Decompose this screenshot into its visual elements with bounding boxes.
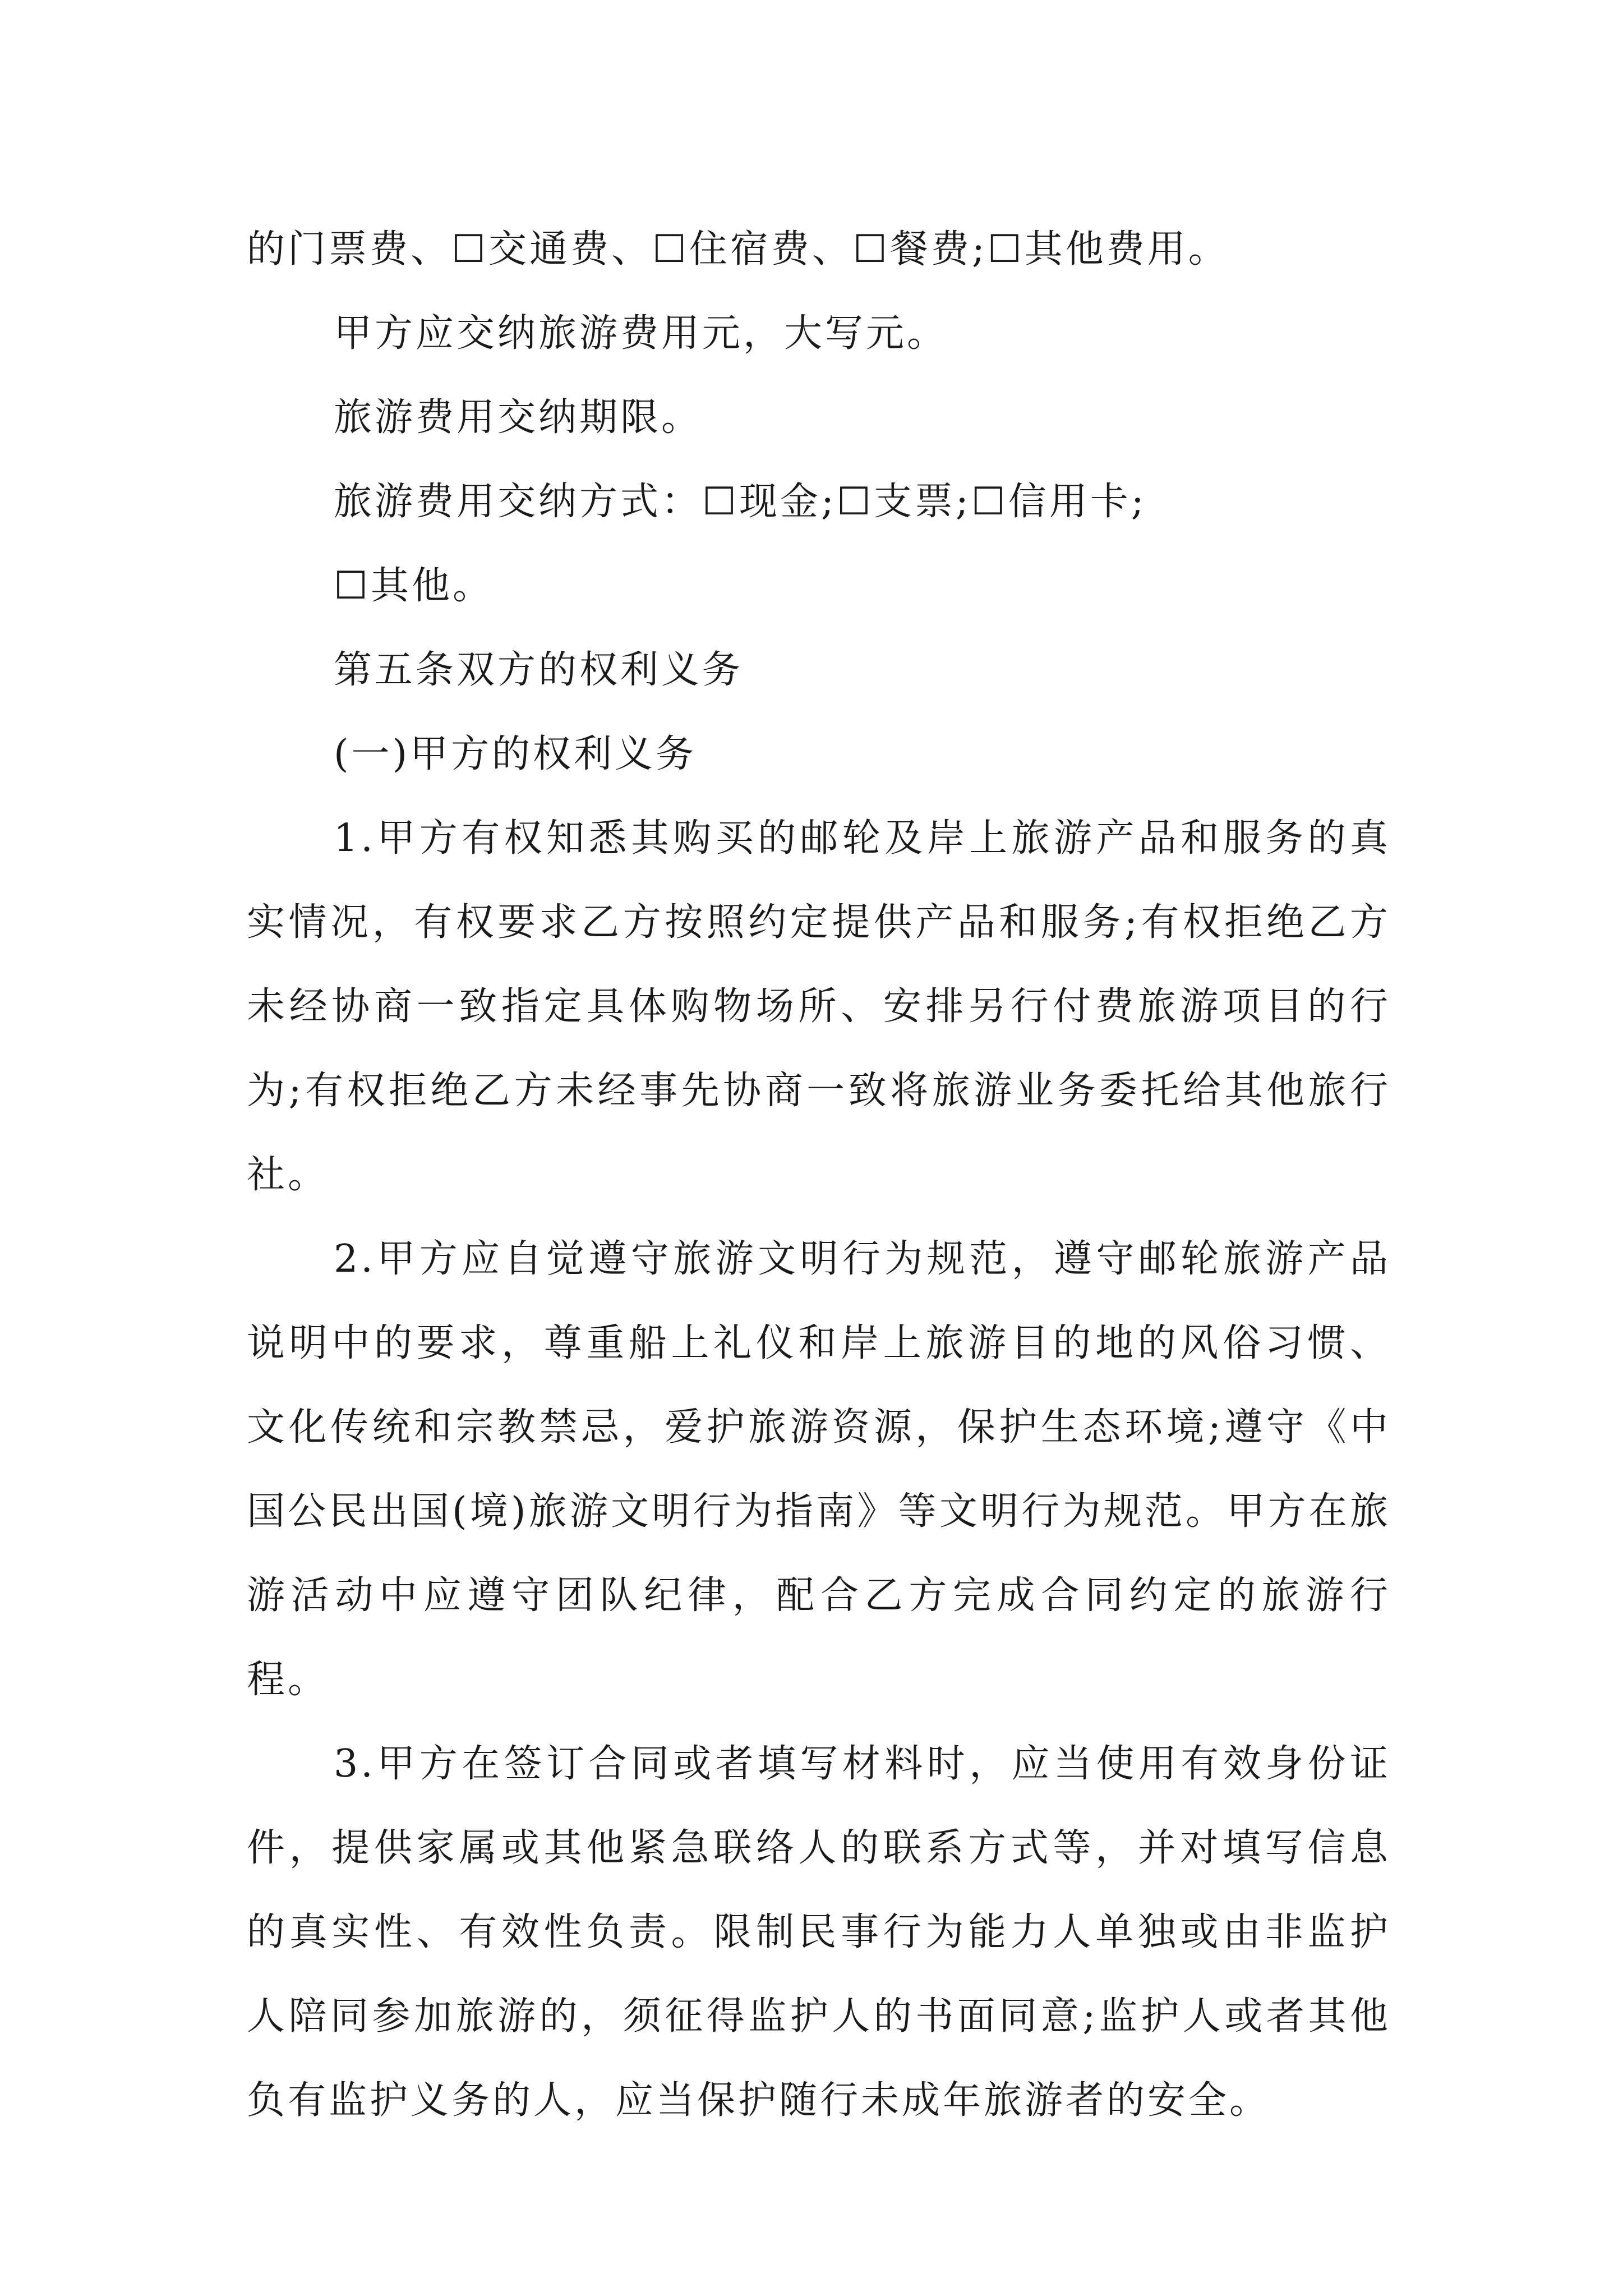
clause-1: 1.甲方有权知悉其购买的邮轮及岸上旅游产品和服务的真实情况，有权要求乙方按照约定提供产品和服务;有权拒绝乙方未经协商一致指定具体购物场所、安排另行付费旅游项目的行为;有权拒绝乙方未经事先协商一致将旅游业务委托给其他旅行社。 bbox=[247, 816, 1391, 1197]
clause-3: 3.甲方在签订合同或者填写材料时，应当使用有效身份证件，提供家属或其他紧急联络人的联系方式等，并对填写信息的真实性、有效性负责。限制民事行为能力人单独或由非监护人陪同参加旅游的，须征得监护人的书面同意;监护人或者其他负有监护义务的人，应当保护随行未成年旅游者的安全。 bbox=[247, 1742, 1391, 2123]
paragraph-payment-method: 旅游费用交纳方式：☐现金;☐支票;☐信用卡; bbox=[334, 480, 1147, 524]
paragraph-fee-deadline: 旅游费用交纳期限。 bbox=[334, 395, 703, 440]
document-body bbox=[247, 208, 1391, 2143]
clause-2: 2.甲方应自觉遵守旅游文明行为规范，遵守邮轮旅游产品说明中的要求，尊重船上礼仪和岸上旅游目的地的风俗习惯、文化传统和宗教禁忌，爱护旅游资源，保护生态环境;遵守《中国公民出国(境)旅游文明行为指南》等文明行为规范。甲方在旅游活动中应遵守团队纪律，配合乙方完成合同约定的旅游行程。 bbox=[247, 1237, 1391, 1702]
article-heading: 第五条双方的权利义务 bbox=[334, 648, 744, 692]
paragraph-payment-other: ☐其他。 bbox=[334, 564, 494, 608]
paragraph-fee-amount: 甲方应交纳旅游费用元，大写元。 bbox=[334, 311, 948, 356]
paragraph-fee-items: 的门票费、☐交通费、☐住宿费、☐餐费;☐其他费用。 bbox=[247, 227, 1229, 272]
section-heading: (一)甲方的权利义务 bbox=[334, 732, 697, 776]
